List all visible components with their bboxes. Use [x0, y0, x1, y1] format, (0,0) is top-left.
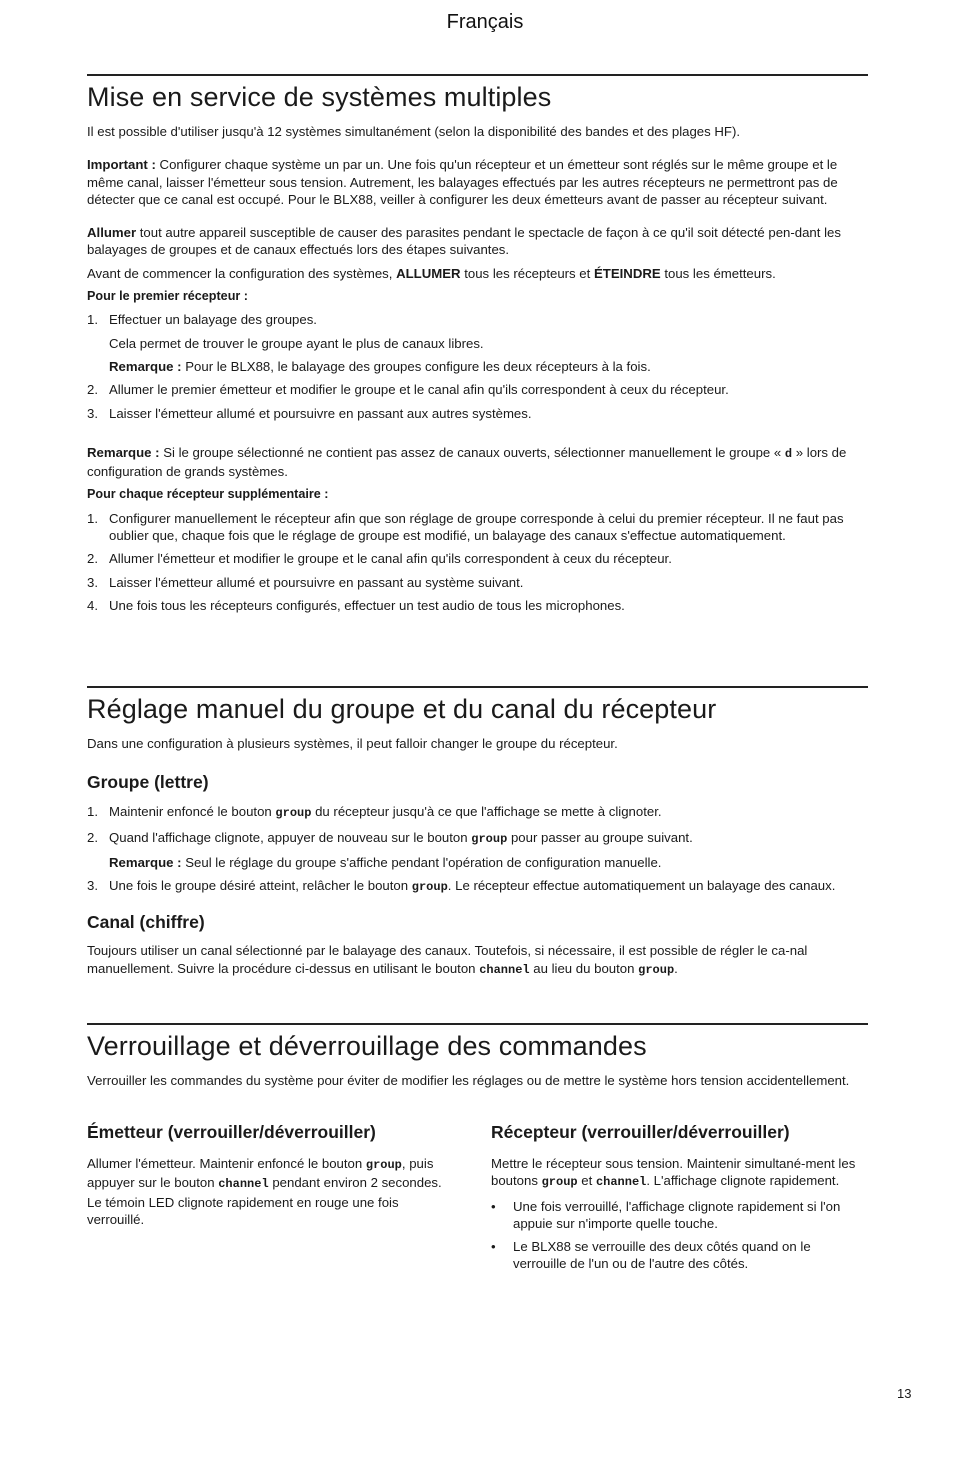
list-number: 3. [87, 574, 98, 590]
note-paragraph [87, 444, 868, 481]
channel-button-code: channel [479, 962, 530, 977]
list-text: Laisser l'émetteur allumé et poursuivre en passant au système suivant. [109, 574, 524, 590]
list-item [491, 1198, 867, 1233]
list-item [87, 510, 868, 545]
channel-button-code: channel [218, 1177, 269, 1192]
note-text: Pour le BLX88, le balayage des groupes configure les deux récepteurs à la fois. [181, 358, 651, 374]
tx-text-a: Allumer l'émetteur. Maintenir enfoncé le bouton [87, 1156, 366, 1171]
before-text-d: ÉTEINDRE [593, 265, 661, 281]
group-button-code: group [275, 806, 312, 821]
channel-text-c: . [674, 960, 678, 976]
section-lock-unlock [87, 1023, 868, 1089]
note-label: Remarque : [109, 854, 182, 870]
before-text-a: Avant de commencer la configuration des systèmes, [87, 265, 397, 281]
list-number: 3. [87, 878, 98, 894]
display-code: d [784, 446, 793, 461]
group-button-code: group [638, 962, 675, 977]
section-manual-group-channel [87, 686, 868, 979]
before-paragraph [87, 265, 868, 282]
list-number: 2. [87, 551, 98, 567]
group-button-code: group [541, 1175, 578, 1190]
note-text-a: Si le groupe sélectionné ne contient pas assez de canaux ouverts, sélectionner manuellement le groupe « [159, 444, 785, 460]
channel-button-code: channel [595, 1175, 647, 1190]
important-paragraph [87, 156, 868, 208]
note-label: Remarque : [87, 444, 160, 460]
intro-paragraph: Dans une configuration à plusieurs systèmes, il peut falloir changer le groupe du récepteur. [87, 736, 618, 751]
allumer-label: Allumer [87, 225, 137, 241]
list-item [87, 550, 868, 567]
receiver-heading: Récepteur (verrouiller/déverrouiller) [491, 1122, 790, 1142]
list-text: Le BLX88 se verrouille des deux côtés quand on le verrouille de l'un ou de l'autre des côtés. [513, 1239, 811, 1272]
rx-text-a: Mettre le récepteur sous tension. Maintenir simultané-ment les boutons [491, 1156, 856, 1189]
group-button-code: group [365, 1158, 402, 1172]
first-receiver-heading-text: Pour le premier récepteur : [87, 289, 248, 304]
rx-text-b: et [577, 1173, 596, 1189]
tx-text-c: pendant environ 2 secondes. Le témoin LED clignote rapidement en rouge une fois verrouillé. [87, 1175, 442, 1227]
before-text-b: ALLUMER [396, 265, 461, 281]
each-receiver-heading [87, 486, 868, 503]
section-rule [87, 686, 868, 688]
list-item [87, 574, 868, 591]
list-subtext: Cela permet de trouver le groupe ayant le plus de canaux libres. [109, 335, 484, 351]
channel-paragraph [87, 942, 868, 979]
language-header: Français [446, 11, 524, 33]
each-receiver-heading-text: Pour chaque récepteur supplémentaire : [87, 487, 329, 502]
list-item [87, 405, 868, 422]
list-text: Une fois le groupe désiré atteint, relâcher le bouton [109, 878, 412, 894]
list-text: Une fois tous les récepteurs configurés, effectuer un test audio de tous les microphones. [109, 597, 625, 613]
channel-text-b: au lieu du bouton [529, 960, 639, 976]
list-text: Configurer manuellement le récepteur afin que son réglage de groupe corresponde à celui du premier récepteur. Il ne faut pas oublier que, chaque fois que le réglage de groupe est modifié, un balayage des canaux s'effectue automatiquement. [109, 510, 844, 544]
list-item [87, 877, 868, 896]
important-text: Configurer chaque système un par un. Une fois qu'un récepteur et un émetteur sont réglés sur le même groupe et le même canal, laisser l'émetteur sous tension. Autrement, les balayages effectués par les autres récepteurs ne permettront pas de détecter que ce canal est occupé. Pour le BLX88, veiller à configurer les deux émetteurs avant de passer au récepteur suivant. [87, 157, 838, 207]
allumer-paragraph [87, 224, 868, 259]
section-rule [87, 1023, 868, 1025]
note-label: Remarque : [109, 358, 182, 374]
receiver-lock-column [491, 1122, 867, 1273]
transmitter-paragraph [87, 1155, 452, 1228]
list-number: 4. [87, 597, 98, 613]
channel-heading: Canal (chiffre) [87, 912, 205, 933]
list-item [87, 597, 868, 614]
bullet-icon: • [491, 1198, 496, 1214]
list-text: Effectuer un balayage des groupes. [109, 312, 317, 328]
list-text: Quand l'affichage clignote, appuyer de nouveau sur le bouton [109, 829, 472, 845]
list-number: 2. [87, 382, 98, 398]
page-number: 13 [897, 1386, 912, 1401]
list-item [87, 803, 868, 822]
tx-text-b: , puis appuyer sur le bouton [87, 1156, 434, 1191]
list-item [87, 829, 868, 848]
list-text: Laisser l'émetteur allumé et poursuivre en passant aux autres systèmes. [109, 405, 532, 421]
intro-paragraph: Il est possible d'utiliser jusqu'à 12 systèmes simultanément (selon la disponibilité des bandes et des plages HF). [87, 124, 741, 139]
list-number: 2. [87, 829, 98, 845]
before-text-e: tous les émetteurs. [660, 265, 776, 281]
list-number: 3. [87, 405, 98, 421]
section-title: Réglage manuel du groupe et du canal du récepteur [87, 694, 717, 724]
list-item [87, 311, 868, 328]
note-text-b: » lors de configuration de grands systèmes. [87, 444, 847, 480]
list-number: 1. [87, 312, 98, 328]
transmitter-heading: Émetteur (verrouiller/déverrouiller) [87, 1122, 376, 1142]
list-text: Allumer l'émetteur et modifier le groupe et le canal afin qu'ils correspondent à ceux du récepteur. [109, 551, 672, 567]
section-title: Verrouillage et déverrouillage des commandes [87, 1031, 647, 1061]
intro-paragraph: Verrouiller les commandes du système pour éviter de modifier les réglages ou de mettre le système hors tension accidentellement. [87, 1073, 850, 1088]
transmitter-lock-column [87, 1122, 452, 1228]
list-text: Allumer le premier émetteur et modifier le groupe et le canal afin qu'ils correspondent à ceux du récepteur. [109, 382, 729, 398]
list-text: Maintenir enfoncé le bouton [109, 804, 276, 820]
group-button-code: group [471, 831, 508, 846]
important-label: Important : [87, 157, 156, 173]
list-item [87, 381, 868, 398]
list-text: . Le récepteur effectue automatiquement un balayage des canaux. [447, 878, 836, 894]
list-note [87, 358, 868, 375]
section-title: Mise en service de systèmes multiples [87, 82, 552, 112]
list-text: Une fois verrouillé, l'affichage clignote rapidement si l'on appuie sur n'importe quelle touche. [513, 1198, 841, 1231]
list-note [87, 854, 868, 871]
list-number: 1. [87, 510, 98, 526]
channel-text-a: Toujours utiliser un canal sélectionné par le balayage des canaux. Toutefois, si nécessaire, il est possible de régler le ca-nal manuellement. Suivre la procédure ci-dessus en utilisant le bouton [87, 943, 808, 976]
note-text: Seul le réglage du groupe s'affiche pendant l'opération de configuration manuelle. [181, 854, 662, 870]
list-item [491, 1238, 867, 1273]
group-button-code: group [411, 880, 448, 895]
list-number: 1. [87, 804, 98, 820]
list-text: du récepteur jusqu'à ce que l'affichage se mette à clignoter. [311, 804, 662, 820]
group-heading: Groupe (lettre) [87, 772, 209, 793]
list-text: pour passer au groupe suivant. [507, 829, 693, 845]
section-rule [87, 74, 868, 76]
rx-text-c: . L'affichage clignote rapidement. [646, 1173, 840, 1189]
receiver-paragraph [491, 1155, 867, 1192]
first-receiver-heading [87, 288, 868, 305]
bullet-icon: • [491, 1239, 496, 1255]
allumer-text: tout autre appareil susceptible de causer des parasites pendant le spectacle de façon à ce qu'il soit détecté pen-dant les balayages de groupes et de canaux effectués lors des étapes suivantes. [87, 225, 841, 258]
before-text-c: tous les récepteurs et [460, 265, 594, 281]
section-multiple-systems [87, 74, 868, 614]
